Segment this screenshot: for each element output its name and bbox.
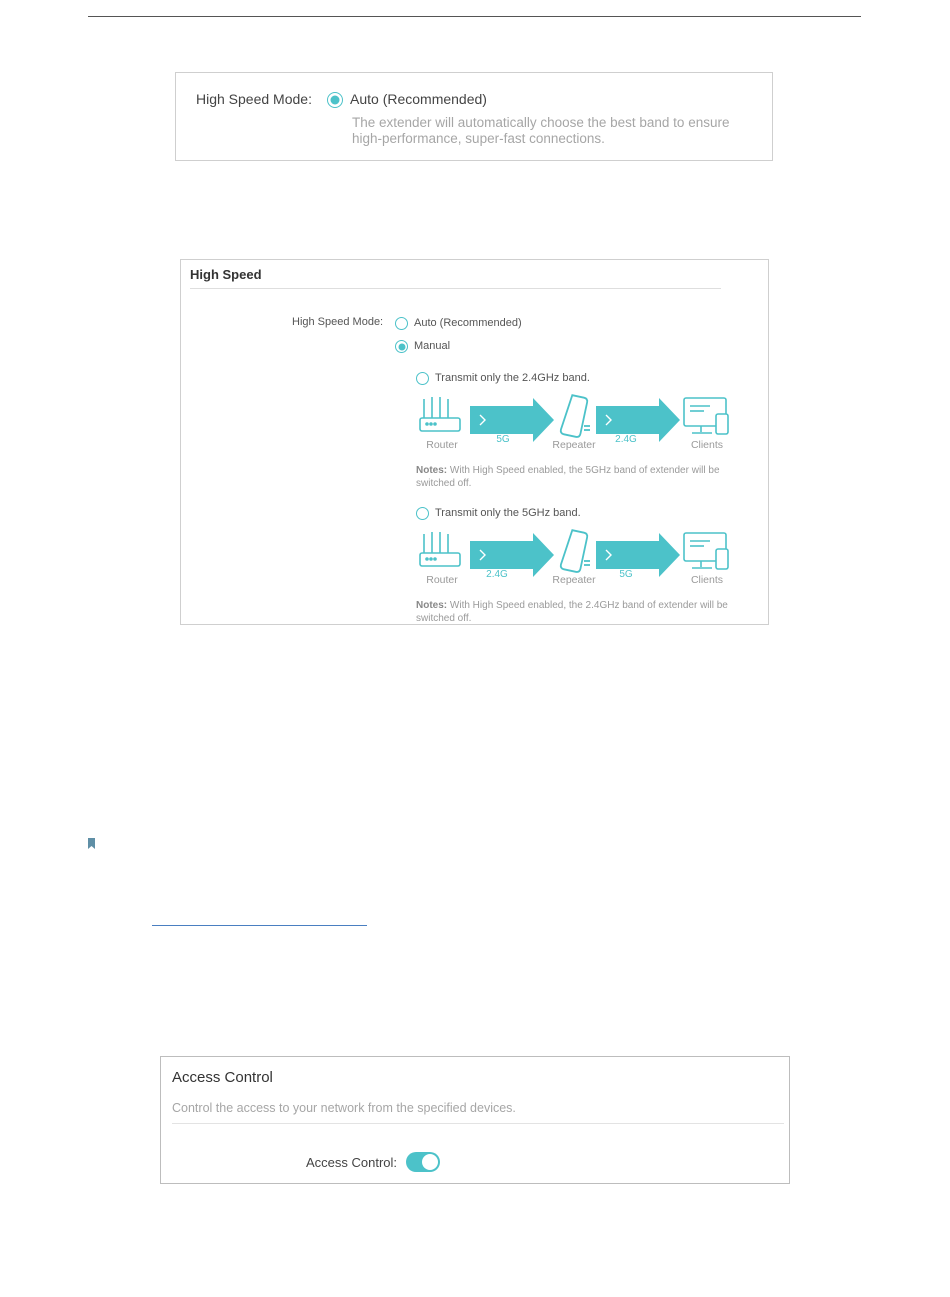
access-control-panel	[160, 1056, 790, 1184]
auto-recommended-label[interactable]: Auto (Recommended)	[350, 91, 487, 107]
hyperlink-underline[interactable]	[152, 925, 367, 926]
panel-title: High Speed	[190, 267, 262, 282]
access-control-toggle[interactable]	[406, 1152, 440, 1172]
bookmark-icon	[88, 838, 95, 849]
access-control-title: Access Control	[172, 1069, 273, 1086]
auto-recommended-label[interactable]: Auto (Recommended)	[414, 317, 522, 329]
toggle-knob	[422, 1154, 438, 1170]
note-5ghz: Notes: With High Speed enabled, the 2.4GHz band of extender will be switched off.	[416, 600, 728, 624]
transmit-2-4ghz-label[interactable]: Transmit only the 2.4GHz band.	[435, 372, 590, 384]
access-control-toggle-label: Access Control:	[306, 1155, 398, 1170]
router-label: Router	[426, 574, 458, 586]
band-in-label: 5G	[496, 434, 510, 445]
transmit-5ghz-radio[interactable]	[416, 507, 429, 520]
band-in-label: 2.4G	[486, 569, 508, 580]
repeater-icon	[560, 529, 590, 572]
high-speed-mode-label: High Speed Mode:	[292, 316, 384, 328]
high-speed-mode-label: High Speed Mode:	[196, 91, 312, 107]
page-header-rule	[88, 16, 861, 17]
auto-recommended-radio[interactable]	[327, 92, 343, 108]
repeater-label: Repeater	[552, 439, 596, 451]
access-control-description: Control the access to your network from the specified devices.	[172, 1101, 516, 1115]
repeater-icon	[560, 394, 590, 437]
panel-divider	[190, 288, 721, 289]
router-label: Router	[426, 439, 458, 451]
band-out-label: 5G	[619, 569, 633, 580]
note-2-4ghz: Notes: With High Speed enabled, the 5GHz band of extender will be switched off.	[416, 465, 720, 489]
band-out-label: 2.4G	[615, 434, 637, 445]
router-icon	[420, 397, 460, 431]
clients-label: Clients	[690, 574, 724, 586]
transmit-5ghz-label[interactable]: Transmit only the 5GHz band.	[435, 507, 581, 519]
manual-label[interactable]: Manual	[414, 340, 451, 352]
diagram-2-4ghz	[418, 392, 738, 450]
manual-radio[interactable]	[395, 340, 408, 353]
panel-divider	[172, 1123, 784, 1124]
high-speed-manual-panel	[180, 259, 769, 625]
diagram-5ghz	[418, 527, 738, 585]
auto-description: The extender will automatically choose the best band to ensure high-performance, super-fast connections.	[352, 115, 730, 146]
clients-icon	[684, 533, 728, 569]
repeater-label: Repeater	[552, 574, 596, 586]
clients-label: Clients	[690, 439, 724, 451]
transmit-2-4ghz-radio[interactable]	[416, 372, 429, 385]
clients-icon	[684, 398, 728, 434]
high-speed-auto-panel	[175, 72, 773, 161]
router-icon	[420, 532, 460, 566]
auto-recommended-radio[interactable]	[395, 317, 408, 330]
